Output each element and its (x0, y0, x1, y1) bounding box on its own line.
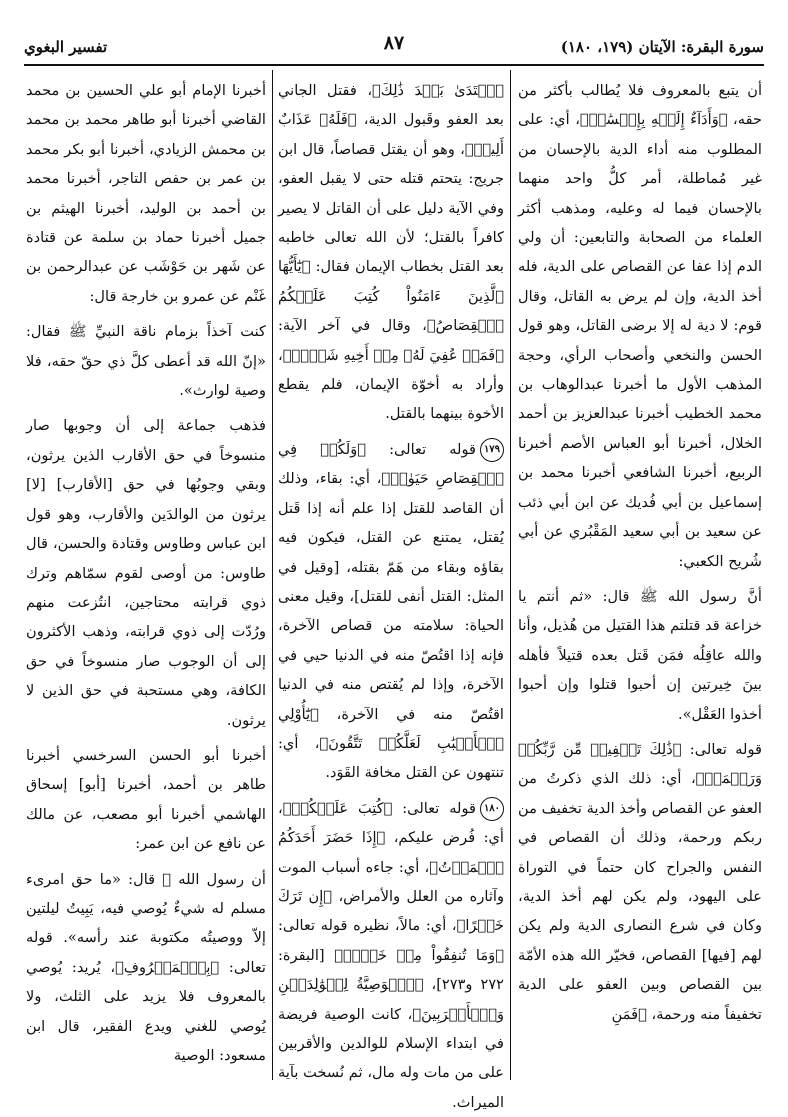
column-left (26, 76, 266, 1086)
paragraph (278, 435, 504, 788)
book-title: تفسير البغوي (24, 38, 108, 56)
verse-number-179: ١٧٩ (480, 438, 504, 462)
paragraph: أخبرنا أبو الحسن السرخسي أخبرنا طاهر بن أحمد، أخبرنا [أبو] إسحاق الهاشمي أخبرنا أبو مصعب، عن مالك عن نافع عن ابن عمر: (26, 746, 266, 853)
paragraph: أخبرنا الإمام أبو علي الحسين بن محمد القاضي أخبرنا أبو طاهر محمد بن محمد بن محمش الزيادي، أخبرنا أبو بكر محمد بن عمر بن حفص التاجر، أخبرنا محمد بن أحمد بن الوليد، أخبرنا الهيثم بن جميل أخبرنا حماد بن سلمة عن قتادة عن شَهر بن حَوْشَب عن عبدالرحمن بن غَنْم عن عمرو بن خارجة قال: (26, 82, 266, 305)
column-divider (272, 70, 273, 1080)
column-right (518, 76, 762, 1086)
paragraph-text: قوله تعالى: ﴿وَلَكُمۡ فِي ٱلۡقِصَاصِ حَيَوٰةٞ﴾، أي: بقاء، وذلك أن القاصد للقتل إذا علم أنه إذا قَتل يُقتل، يمتنع عن القتل، فيكون فيه بقاؤه وبقاء من هَمّ بقتله، [وقيل في المثل: القتل أنفى للقتل]، وقيل معنى الحياة: سلامته من قصاص الآخرة، فإنه إذا اقتُصّ منه في الدنيا حيي في الآخرة، وإذا لم يُقتص منه في الدنيا اقتُصّ منه في الآخرة، ﴿يَٰٓأُوْلِي ٱلۡأَلۡبَٰبِ لَعَلَّكُمۡ تَتَّقُونَ﴾، أي: تنتهون عن القتل مخافة القَوَد. (278, 440, 504, 782)
column-divider (510, 70, 511, 1080)
paragraph-text: قوله تعالى: ﴿كُتِبَ عَلَيۡكُمۡ﴾، أي: فُرض عليكم، ﴿إِذَا حَضَرَ أَحَدَكُمُ ٱلۡمَوۡتُ﴾، أي: جاءه أسباب الموت وآثاره من العلل والأمراض، ﴿إِن تَرَكَ خَيۡرًا﴾، أي: مالاً، نظيره قوله تعالى: ﴿وَمَا تُنفِقُواْ مِنۡ خَيۡرٖ﴾ [البقرة: ٢٧٢ و٢٧٣]، ﴿ٱلۡوَصِيَّةُ لِلۡوَٰلِدَيۡنِ وَٱلۡأَقۡرَبِينَ﴾، كانت الوصية فريضة في ابتداء الإسلام للوالدين والأقربين على من مات وله مال، ثم نُسخت بآية الميراث. (278, 799, 504, 1111)
paragraph (278, 794, 504, 1117)
paragraph: قوله تعالى: ﴿ذَٰلِكَ تَخۡفِيفٞ مِّن رَّبِّكُمۡ وَرَحۡمَةٞ﴾، أي: ذلك الذي ذكرتُ من العفو عن القصاص وأخذ الدية تخفيف من ربكم ورحمة، وذلك أن القصاص في النفس والجراح كان حتماً في التوراة على اليهود، ولم يكن لهم أخذ الدية، وكان في شرع النصارى الدية ولم يكن لهم [فيها] القصاص، فخيّر الله هذه الأمّة بين القصاص وبين العفو على الدية تخفيفاً منه ورحمة، ﴿فَمَنِ (518, 740, 762, 1023)
paragraph: ٱعۡتَدَىٰ بَعۡدَ ذَٰلِكَ﴾، فقتل الجاني بعد العفو وقَبول الدية، ﴿فَلَهُۥ عَذَابٌ أَلِيمٞ﴾، وهو أن يقتل قصاصاً، قال ابن جريج: يتحتم قتله حتى لا يقبل العفو، وفي الآية دليل على أن القاتل لا يصير كافراً بالقتل؛ لأن الله تعالى خاطبه بعد القتل بخطاب الإيمان فقال: ﴿يَٰٓأَيُّهَا ٱلَّذِينَ ءَامَنُواْ كُتِبَ عَلَيۡكُمُ ٱلۡقِصَاصُ﴾، وقال في آخر الآية: ﴿فَمَنۡ عُفِيَ لَهُۥ مِنۡ أَخِيهِ شَيۡءٞ﴾، وأراد به أخوّة الإيمان، فلم يقطع الأخوة بينهما بالقتل. (278, 82, 504, 423)
surah-info: سورة البقرة: الآيتان (١٧٩، ١٨٠) (560, 38, 764, 56)
paragraph: أن رسول الله ﷺ قال: «ما حق امرىء مسلم له شيءٌ يُوصي فيه، يَبِيتُ ليلتين إلاّ ووصيتُه مكتوبة عند رأسه». قوله تعالى: ﴿بِٱلۡمَعۡرُوفِ﴾، يُريد: يُوصي بالمعروف فلا يزيد على الثلث، ولا يُوصي للغني ويدع الفقير، قال ابن مسعود: الوصية (26, 870, 266, 1064)
paragraph: كنت آخذاً بزمام ناقة النبيِّ ﷺ فقال: «إنّ الله قد أعطى كلَّ ذي حقّ حقه، فلا وصية لوارث». (26, 323, 266, 400)
paragraph: أنَّ رسول الله ﷺ قال: «ثم أنتم يا خزاعة قد قتلتم هذا القتيل من هُذيل، وأنا والله عاقِلُه فمَن قَتل بعده قتيلاً فأهله بينَ خِيرتين إن أحبوا قتلوا وإن أحبوا أخذوا العَقْل». (518, 587, 762, 723)
header-rule (24, 64, 764, 66)
paragraph: أن يتبع بالمعروف فلا يُطالب بأكثر من حقه، ﴿وَأَدَآءٌ إِلَيۡهِ بِإِحۡسَٰنٖ﴾، أي: على المطلوب منه أداء الدية بالإحسان من غير مُماطلة، أمر كلُّ واحد منهما بالإحسان فيما له وعليه، ومذهب أكثر العلماء من الصحابة والتابعين: أن ولي الدم إذا عفا عن القصاص على الدية، فله أخذ الدية، وإن لم يرض به القاتل، وقال قوم: لا دية له إلا برضى القاتل، وهو قول الحسن والنخعي وأصحاب الرأي، وحجة المذهب الأول ما أخبرنا عبدالوهاب بن محمد الخطيب أخبرنا عبدالعزيز بن أحمد الخلال، أخبرنا أبو العباس الأصم أخبرنا الربيع، أخبرنا الشافعي أخبرنا محمد بن إسماعيل بن أبي فُديك عن ابن أبي ذئب عن سعيد بن أبي سعيد المَقْبُري عن أبي شُريح الكعبي: (518, 82, 762, 570)
page-header (24, 30, 764, 64)
page-number: ٨٧ (383, 32, 405, 54)
column-middle (278, 76, 504, 1111)
paragraph: فذهب جماعة إلى أن وجوبها صار منسوخاً في حق الأقارب الذين يرثون، وبقي وجوبُها في حق [الأقارب] [لا] يرثون من الوالدَين والأقارب، وهو قول ابن عباس وطاوس وقتادة والحسن، قال طاوس: من أوصى لقوم سمّاهم وترك ذوي قرابته محتاجين، انتُزعت منهم ورُدّت إلى ذوي قرابته، وذهب الأكثرون إلى أن الوجوب صار منسوخاً في حق الكافة، وهي مستحبة في حق الذين لا يرثون. (26, 417, 266, 729)
verse-number-180: ١٨٠ (480, 797, 504, 821)
